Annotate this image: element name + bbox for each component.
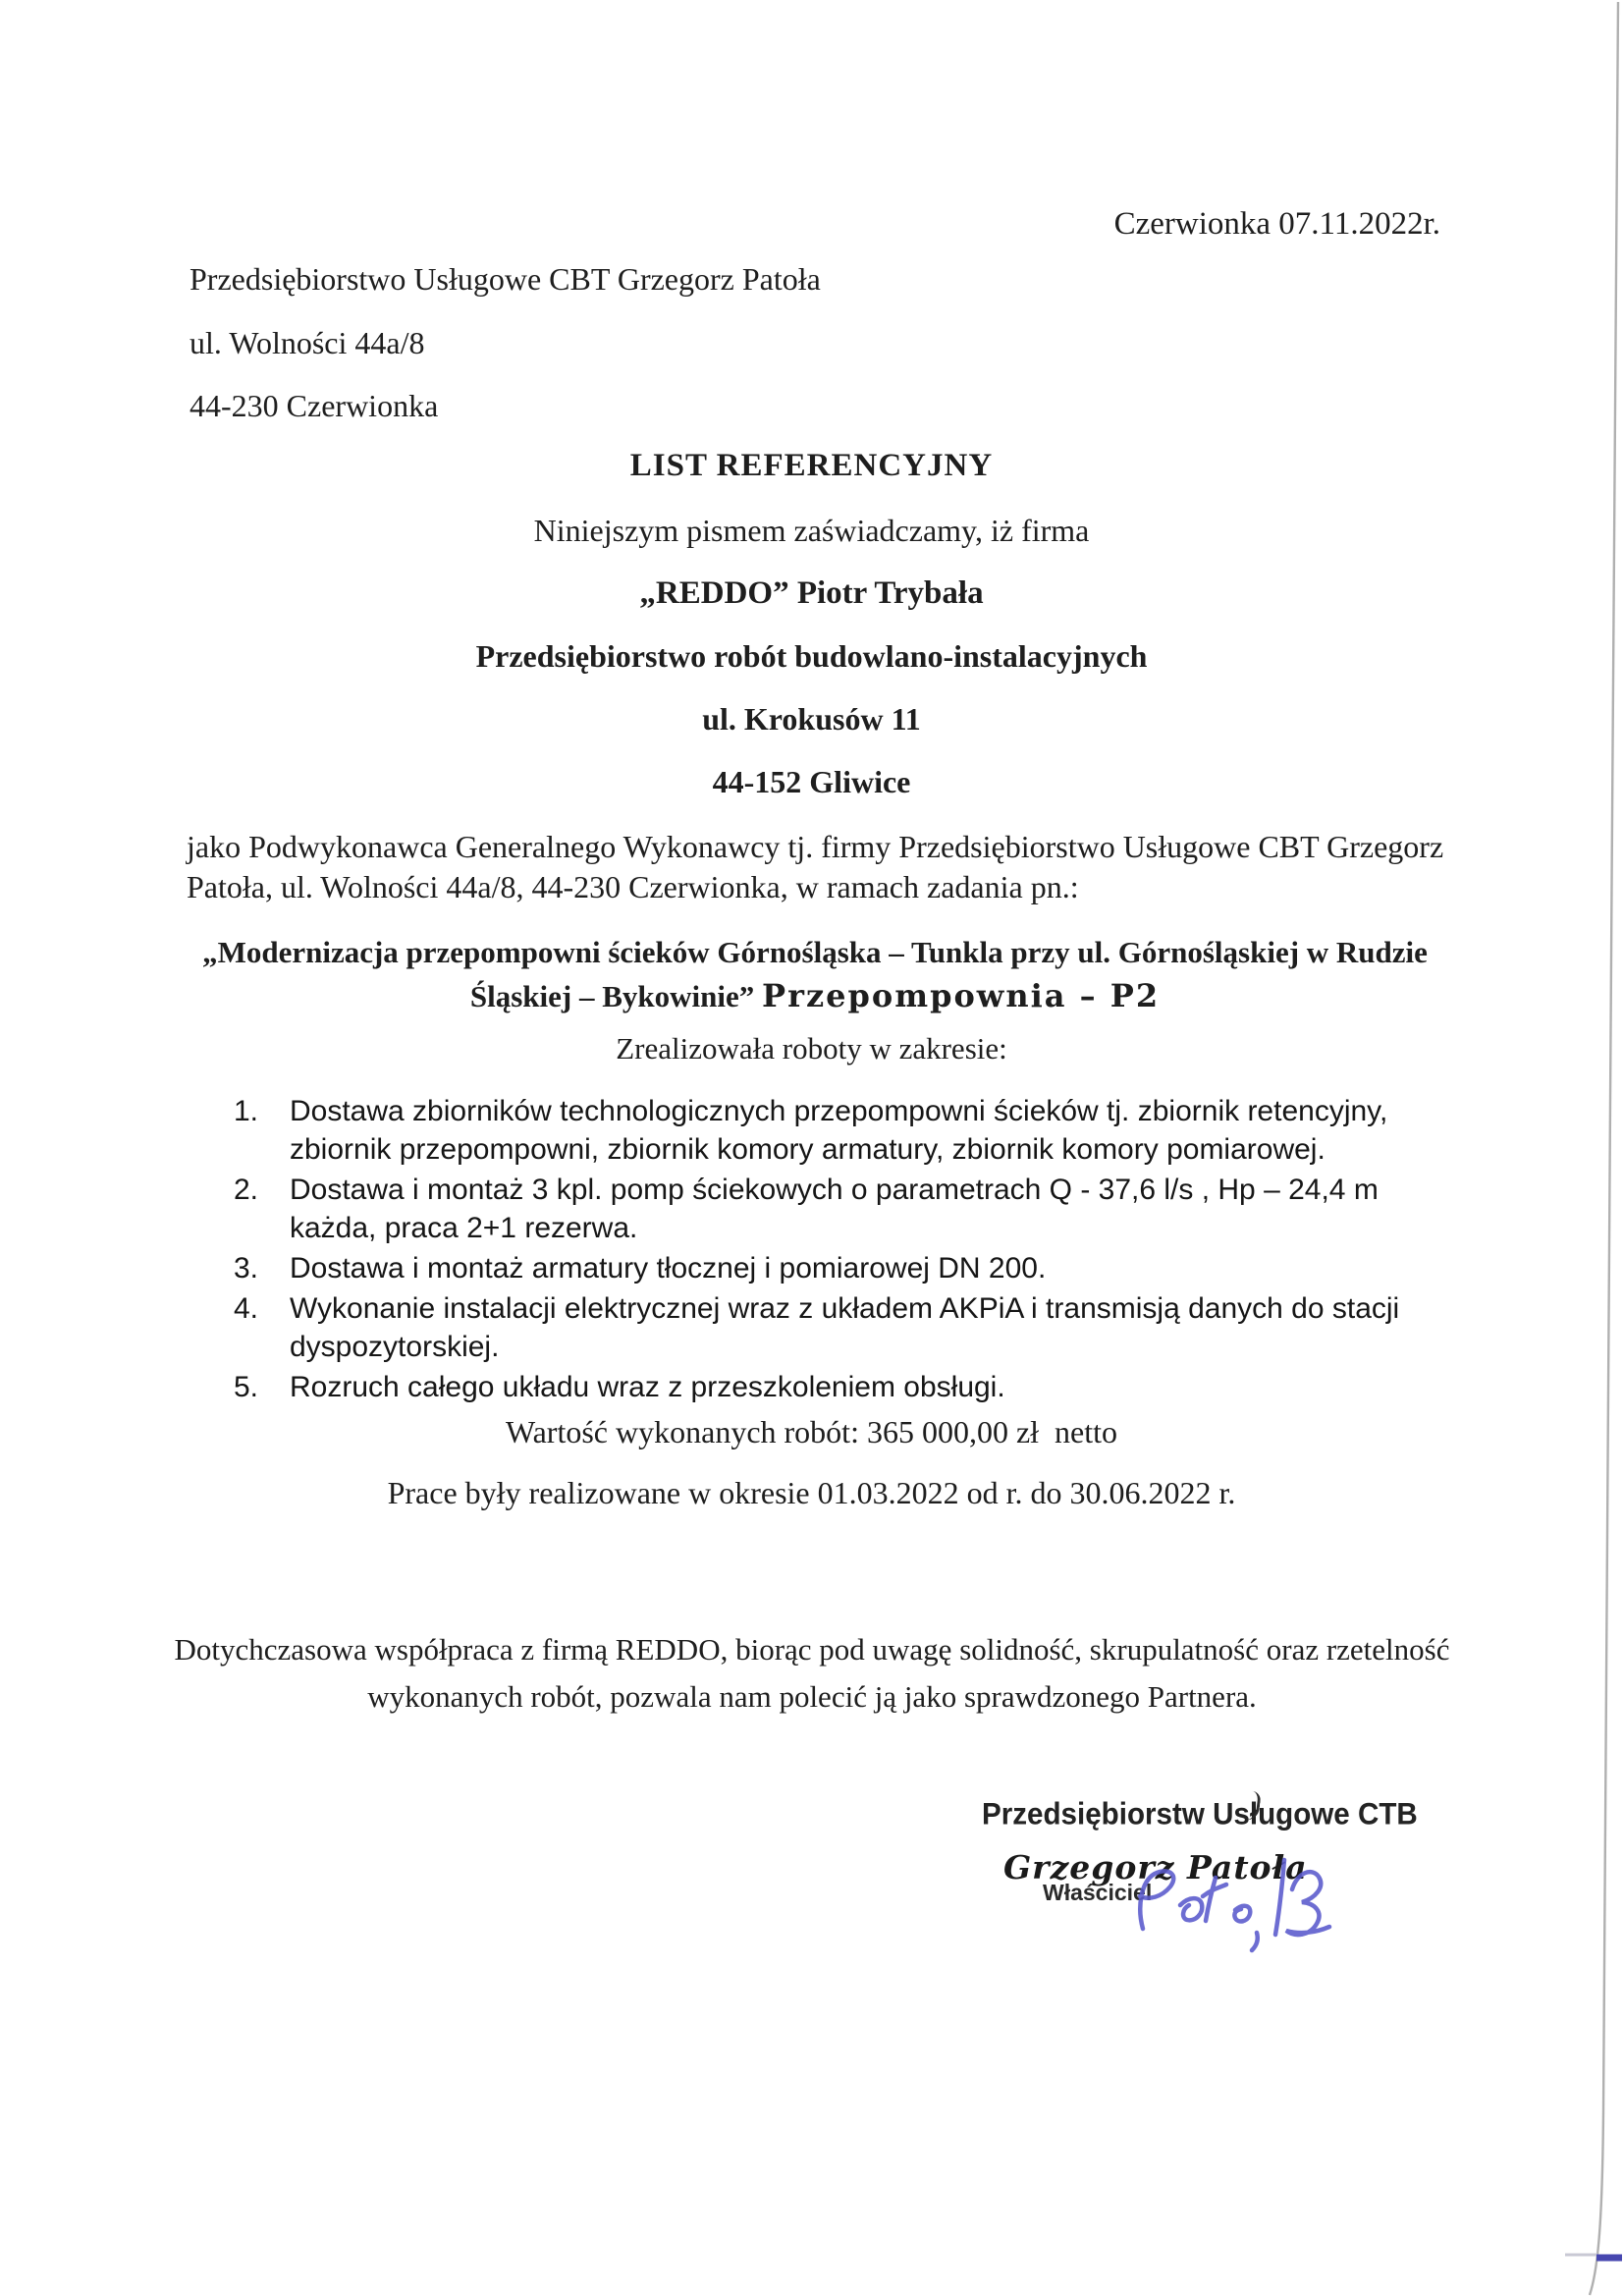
item-number: 3.	[234, 1252, 259, 1285]
scope-heading: Zrealizowała roboty w zakresie:	[616, 1031, 1007, 1066]
contractor-name: „REDDO” Piotr Trybała	[639, 575, 984, 611]
role-paragraph: jako Podwykonawca Generalnego Wykonawcy tj. firmy Przedsiębiorstwo Usługowe CBT Grzegorz Patoła, ul. Wolności 44a/8, 44-230 Czerwionka, w ramach zadania pn.:	[187, 829, 1444, 904]
item-text: Wykonanie instalacji elektrycznej wraz z układem AKPiA i transmisją danych do stacji dyspozytorskiej.	[290, 1292, 1400, 1363]
item-text: Dostawa zbiorników technologicznych przepompowni ścieków tj. zbiornik retencyjny, zbiornik przepompowni, zbiornik komory armatury, zbiornik komory pomiarowej.	[290, 1095, 1388, 1166]
item-text: Rozruch całego układu wraz z przeszkoleniem obsługi.	[290, 1371, 1005, 1403]
stamp-owner-name: Grzegorz Patoła	[1003, 1848, 1308, 1886]
intro-line: Niniejszym pismem zaświadczamy, iż firma	[533, 513, 1090, 548]
scope-list-item	[234, 1171, 1473, 1247]
item-number: 2.	[234, 1174, 259, 1206]
stamp-owner-role: Właściciel	[1043, 1880, 1153, 1905]
scope-list-item	[234, 1092, 1473, 1169]
item-number: 1.	[234, 1095, 259, 1127]
item-number: 5.	[234, 1371, 259, 1403]
scope-list-item	[234, 1249, 1473, 1287]
scope-list	[234, 1092, 1473, 1408]
scope-list-item	[234, 1289, 1473, 1366]
sender-street: ul. Wolności 44a/8	[189, 325, 425, 360]
task-title	[177, 931, 1453, 1018]
closing-paragraph: Dotychczasowa współpraca z firmą REDDO, biorąc pod uwagę solidność, skrupulatność oraz rzetelność wykonanych robót, pozwala nam polecić ją jako sprawdzonego Partnera.	[174, 1632, 1450, 1714]
item-number: 4.	[234, 1292, 259, 1325]
contractor-description: Przedsiębiorstwo robót budowlano-instalacyjnych	[475, 638, 1148, 674]
works-period-line: Prace były realizowane w okresie 01.03.2022 od r. do 30.06.2022 r.	[387, 1475, 1236, 1510]
works-value-line: Wartość wykonanych robót: 365 000,00 zł netto	[505, 1414, 1118, 1449]
document-date: Czerwionka 07.11.2022r.	[1113, 206, 1440, 242]
task-title-main: „Modernizacja przepompowni ścieków Górnośląska – Tunkla przy ul. Górnośląskiej w Rudzie Śląskiej – Bykowinie”	[202, 935, 1428, 1013]
stamp-company-name: Przedsiębiorstw Usługowe CTB	[982, 1797, 1418, 1832]
item-text: Dostawa i montaż 3 kpl. pomp ściekowych o parametrach Q - 37,6 l/s , Hp – 24,4 m każda, praca 2+1 rezerwa.	[290, 1174, 1379, 1244]
scan-edge-line	[1590, 2, 1618, 2295]
sender-company-name: Przedsiębiorstwo Usługowe CBT Grzegorz Patoła	[189, 261, 821, 297]
contractor-city: 44-152 Gliwice	[712, 764, 911, 799]
letter-title: LIST REFERENCYJNY	[629, 448, 994, 483]
task-title-suffix: Przepompownia – P2	[762, 977, 1161, 1014]
sender-city: 44-230 Czerwionka	[189, 388, 439, 423]
item-text: Dostawa i montaż armatury tłocznej i pomiarowej DN 200.	[290, 1252, 1047, 1285]
scope-list-item	[234, 1368, 1473, 1406]
contractor-street: ul. Krokusów 11	[702, 701, 921, 737]
handwritten-signature-icon	[1108, 1844, 1353, 1992]
